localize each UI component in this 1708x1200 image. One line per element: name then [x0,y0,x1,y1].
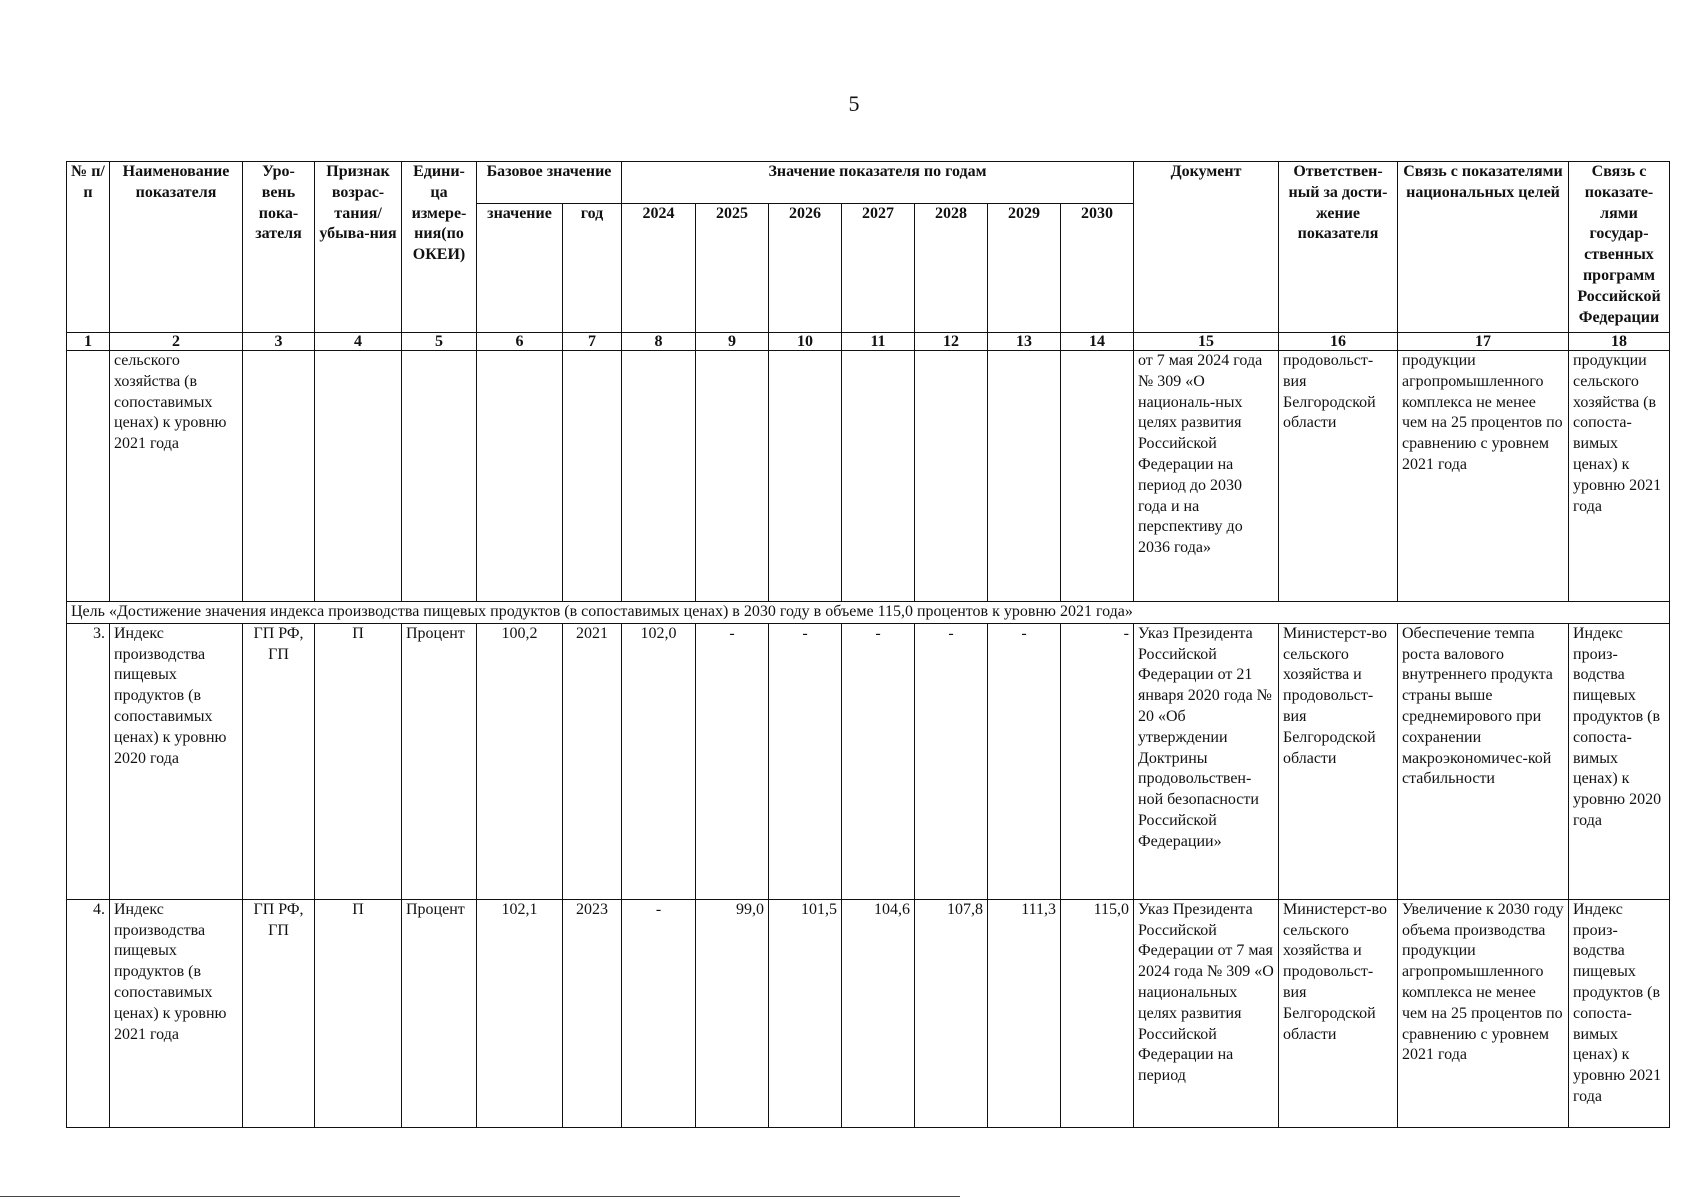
column-number: 4 [315,333,402,351]
header-national-link: Связь с показателями национальных целей [1398,162,1569,333]
header-state-program-link: Связь с показате-лями государ-ственных программ Российской Федерации [1569,162,1670,333]
column-number: 11 [842,333,915,351]
header-num: № п/п [67,162,110,333]
column-number: 18 [1569,333,1670,351]
cell-document: Указ Президента Российской Федерации от 7 мая 2024 года № 309 «О национальных целях развития Российской Федерации на период [1134,899,1279,1127]
column-number: 15 [1134,333,1279,351]
cell-value: 102,0 [622,623,696,899]
column-number: 12 [915,333,988,351]
cell-unit: Процент [402,899,477,1127]
header-base-value: значение [477,204,563,333]
cell-national-link: продукции агропромышленного комплекса не менее чем на 25 процентов по сравнению с уровнем 2021 года [1398,351,1569,602]
header-years-group: Значение показателя по годам [622,162,1134,204]
cell-value: - [769,623,842,899]
cell-state-program-link: Индекс произ-водства пищевых продуктов (в сопоста-вимых ценах) к уровню 2021 года [1569,899,1670,1127]
continuation-row [67,351,1670,602]
cell-value [769,351,842,602]
column-number: 7 [563,333,622,351]
column-number: 16 [1279,333,1398,351]
cell-num [67,351,110,602]
cell-base-year: 2021 [563,623,622,899]
column-number: 2 [110,333,243,351]
cell-state-program-link: Индекс произ-водства пищевых продуктов (в сопоста-вимых ценах) к уровню 2020 года [1569,623,1670,899]
header-year: 2027 [842,204,915,333]
cell-trend: П [315,899,402,1127]
column-number: 9 [696,333,769,351]
cell-value: - [915,623,988,899]
cell-value: - [622,899,696,1127]
column-number: 6 [477,333,563,351]
goal-text: Цель «Достижение значения индекса производства пищевых продуктов (в сопоставимых ценах) в 2030 году в объеме 115,0 процентов к уровню 2021 года» [67,602,1670,624]
column-number: 13 [988,333,1061,351]
cell-base-value: 102,1 [477,899,563,1127]
header-base-year: год [563,204,622,333]
table-row [67,899,1670,1127]
goal-row [67,602,1670,624]
cell-value: 111,3 [988,899,1061,1127]
cell-name: сельского хозяйства (в сопоставимых ценах) к уровню 2021 года [110,351,243,602]
cell-level: ГП РФ, ГП [243,899,315,1127]
page-number: 5 [848,91,860,116]
cell-value: - [696,623,769,899]
header-year: 2025 [696,204,769,333]
cell-value [622,351,696,602]
cell-trend [315,351,402,602]
header-year: 2030 [1061,204,1134,333]
cell-value: 104,6 [842,899,915,1127]
cell-name: Индекс производства пищевых продуктов (в сопоставимых ценах) к уровню 2020 года [110,623,243,899]
indicators-table [66,161,1670,1128]
cell-base-year: 2023 [563,899,622,1127]
header-year: 2029 [988,204,1061,333]
cell-num: 3. [67,623,110,899]
column-number: 10 [769,333,842,351]
cell-value: 101,5 [769,899,842,1127]
cell-level [243,351,315,602]
column-number: 5 [402,333,477,351]
cell-num: 4. [67,899,110,1127]
cell-responsible: Министерст-во сельского хозяйства и продовольст-вия Белгородской области [1279,623,1398,899]
cell-trend: П [315,623,402,899]
header-year: 2028 [915,204,988,333]
header-document: Документ [1134,162,1279,333]
cell-value [842,351,915,602]
column-number: 8 [622,333,696,351]
cell-base-year [563,351,622,602]
cell-name: Индекс производства пищевых продуктов (в сопоставимых ценах) к уровню 2021 года [110,899,243,1127]
cell-responsible: продовольст-вия Белгородской области [1279,351,1398,602]
cell-responsible: Министерст-во сельского хозяйства и продовольст-вия Белгородской области [1279,899,1398,1127]
cell-value: - [988,623,1061,899]
cell-value: 107,8 [915,899,988,1127]
column-number: 1 [67,333,110,351]
header-year: 2026 [769,204,842,333]
column-number: 17 [1398,333,1569,351]
cell-value: - [1061,623,1134,899]
header-trend: Признак возрас-тания/ убыва-ния [315,162,402,333]
scan-edge-line [0,1196,960,1197]
cell-value [1061,351,1134,602]
cell-document: от 7 мая 2024 года № 309 «О националь-ных целях развития Российской Федерации на период до 2030 года и на перспективу до 2036 года» [1134,351,1279,602]
header-base-group: Базовое значение [477,162,622,204]
cell-level: ГП РФ, ГП [243,623,315,899]
cell-national-link: Обеспечение темпа роста валового внутреннего продукта страны выше среднемирового при сохранении макроэкономичес-кой стабильности [1398,623,1569,899]
cell-value [696,351,769,602]
column-number: 3 [243,333,315,351]
cell-document: Указ Президента Российской Федерации от 21 января 2020 года № 20 «Об утверждении Доктрины продовольствен-ной безопасности Российской Федерации» [1134,623,1279,899]
table-row [67,623,1670,899]
cell-value: 115,0 [1061,899,1134,1127]
cell-value [988,351,1061,602]
cell-unit: Процент [402,623,477,899]
cell-state-program-link: продукции сельского хозяйства (в сопоста-вимых ценах) к уровню 2021 года [1569,351,1670,602]
cell-base-value [477,351,563,602]
cell-national-link: Увеличение к 2030 году объема производства продукции агропромышленного комплекса не менее чем на 25 процентов по сравнению с уровнем 2021 года [1398,899,1569,1127]
cell-value: 99,0 [696,899,769,1127]
cell-value [915,351,988,602]
column-number: 14 [1061,333,1134,351]
cell-base-value: 100,2 [477,623,563,899]
header-level: Уро-вень пока-зателя [243,162,315,333]
header-row-top [67,162,1670,204]
column-numbers-row [67,333,1670,351]
cell-unit [402,351,477,602]
header-year: 2024 [622,204,696,333]
cell-value: - [842,623,915,899]
header-unit: Едини-ца измере-ния(по ОКЕИ) [402,162,477,333]
header-name: Наименование показателя [110,162,243,333]
header-responsible: Ответствен-ный за дости-жение показателя [1279,162,1398,333]
